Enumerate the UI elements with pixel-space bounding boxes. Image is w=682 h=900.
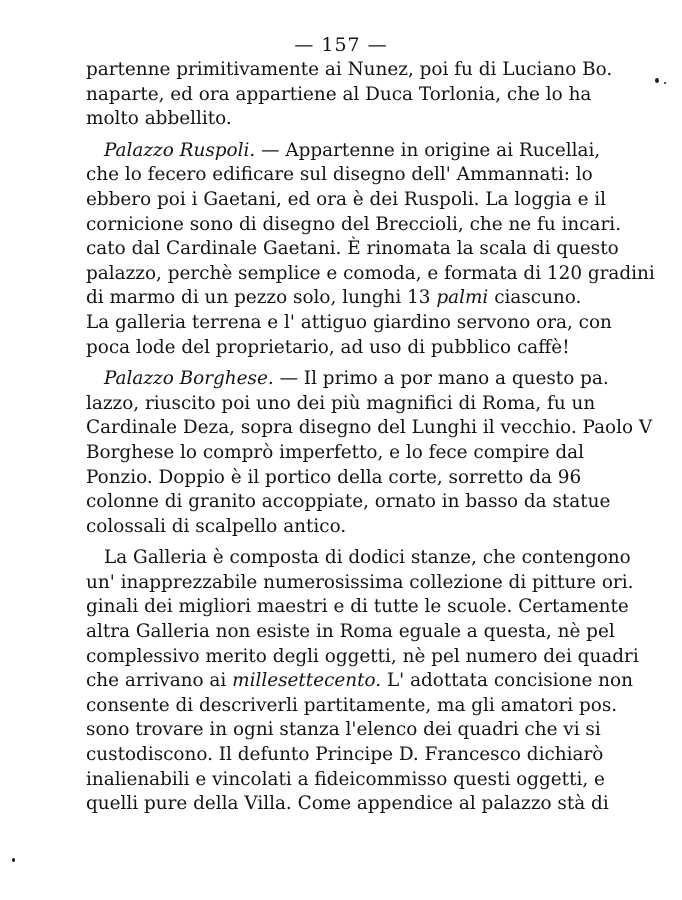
text-line: Ponzio. Doppio è il portico della corte, sorretto da 96 — [86, 466, 582, 488]
page-number: — 157 — — [294, 34, 388, 56]
text-line: lazzo, riuscito poi uno dei più magnifici di Roma, fu un — [86, 392, 596, 414]
text-line: inalienabili e vincolati a fideicommisso questi oggetti, e — [86, 768, 605, 790]
text-span: di marmo di un pezzo solo, lunghi 13 — [86, 287, 431, 309]
text-line — [86, 139, 601, 164]
text-line: colossali di scalpello antico. — [86, 515, 347, 537]
text-line: molto abbellito. — [86, 108, 232, 130]
section-heading: Palazzo Ruspoli. — [104, 139, 256, 161]
text-line: quelli pure della Villa. Come appendice al palazzo stà di — [86, 793, 609, 815]
paragraph-palazzo-borghese — [86, 367, 653, 539]
italic-term: palmi — [436, 287, 489, 309]
text-line: ebbero poi i Gaetani, ed ora è dei Ruspoli. La loggia e il — [86, 188, 607, 210]
text-span: — Appartenne in origine ai Rucellai, — [261, 139, 601, 161]
text-line: altra Galleria non esiste in Roma eguale a questa, nè pel — [86, 621, 615, 643]
text-line: palazzo, perchè semplice e comoda, e formata di 120 gradini — [86, 262, 655, 284]
scan-speck — [664, 82, 666, 84]
scan-speck — [12, 858, 15, 862]
section-heading: Palazzo Borghese. — [104, 368, 274, 390]
text-span: L' adottata concisione non — [386, 670, 633, 692]
text-line — [86, 669, 633, 694]
text-line: naparte, ed ora appartiene al Duca Torlonia, che lo ha — [86, 83, 592, 105]
text-line: La galleria terrena e l' attiguo giardino servono ora, con — [86, 311, 612, 333]
text-line: complessivo merito degli oggetti, nè pel numero dei quadri — [86, 645, 639, 667]
paragraph-palazzo-ruspoli — [86, 139, 655, 360]
text-line — [86, 367, 609, 392]
body-text — [86, 58, 655, 817]
paragraph-torlonia — [86, 58, 613, 132]
text-line: cato dal Cardinale Gaetani. È rinomata la scala di questo — [86, 238, 619, 260]
text-line: partenne primitivamente ai Nunez, poi fu di Luciano Bo. — [86, 59, 613, 80]
text-span: — Il primo a por mano a questo pa. — [279, 368, 609, 390]
text-line: Borghese lo comprò imperfetto, e lo fece compire dal — [86, 441, 584, 463]
text-line: sono trovare in ogni stanza l'elenco dei quadri che vi si — [86, 719, 601, 741]
text-span: ciascuno. — [494, 287, 582, 309]
text-line: che lo fecero edificare sul disegno dell' Ammannati: lo — [86, 164, 593, 186]
text-line: La Galleria è composta di dodici stanze, che contengono — [104, 547, 631, 569]
text-line: un' inapprezzabile numerosissima collezione di pitture ori. — [86, 571, 634, 593]
text-line — [86, 286, 582, 311]
text-line: poca lode del proprietario, ad uso di pubblico caffè! — [86, 336, 570, 358]
text-line: colonne di granito accoppiate, ornato in basso da statue — [86, 491, 611, 513]
paragraph-galleria — [86, 546, 639, 817]
text-line: consente di descriverli partitamente, ma gli amatori pos. — [86, 694, 618, 716]
text-line: custodiscono. Il defunto Principe D. Francesco dichiarò — [86, 744, 604, 766]
text-span: che arrivano ai — [86, 670, 227, 692]
italic-term: millesettecento. — [232, 670, 382, 692]
scan-speck — [655, 78, 659, 83]
text-line: cornicione sono di disegno del Breccioli, che ne fu incari. — [86, 213, 622, 235]
text-line: ginali dei migliori maestri e di tutte le scuole. Certamente — [86, 596, 629, 618]
text-line: Cardinale Deza, sopra disegno del Lunghi il vecchio. Paolo V — [86, 417, 653, 439]
